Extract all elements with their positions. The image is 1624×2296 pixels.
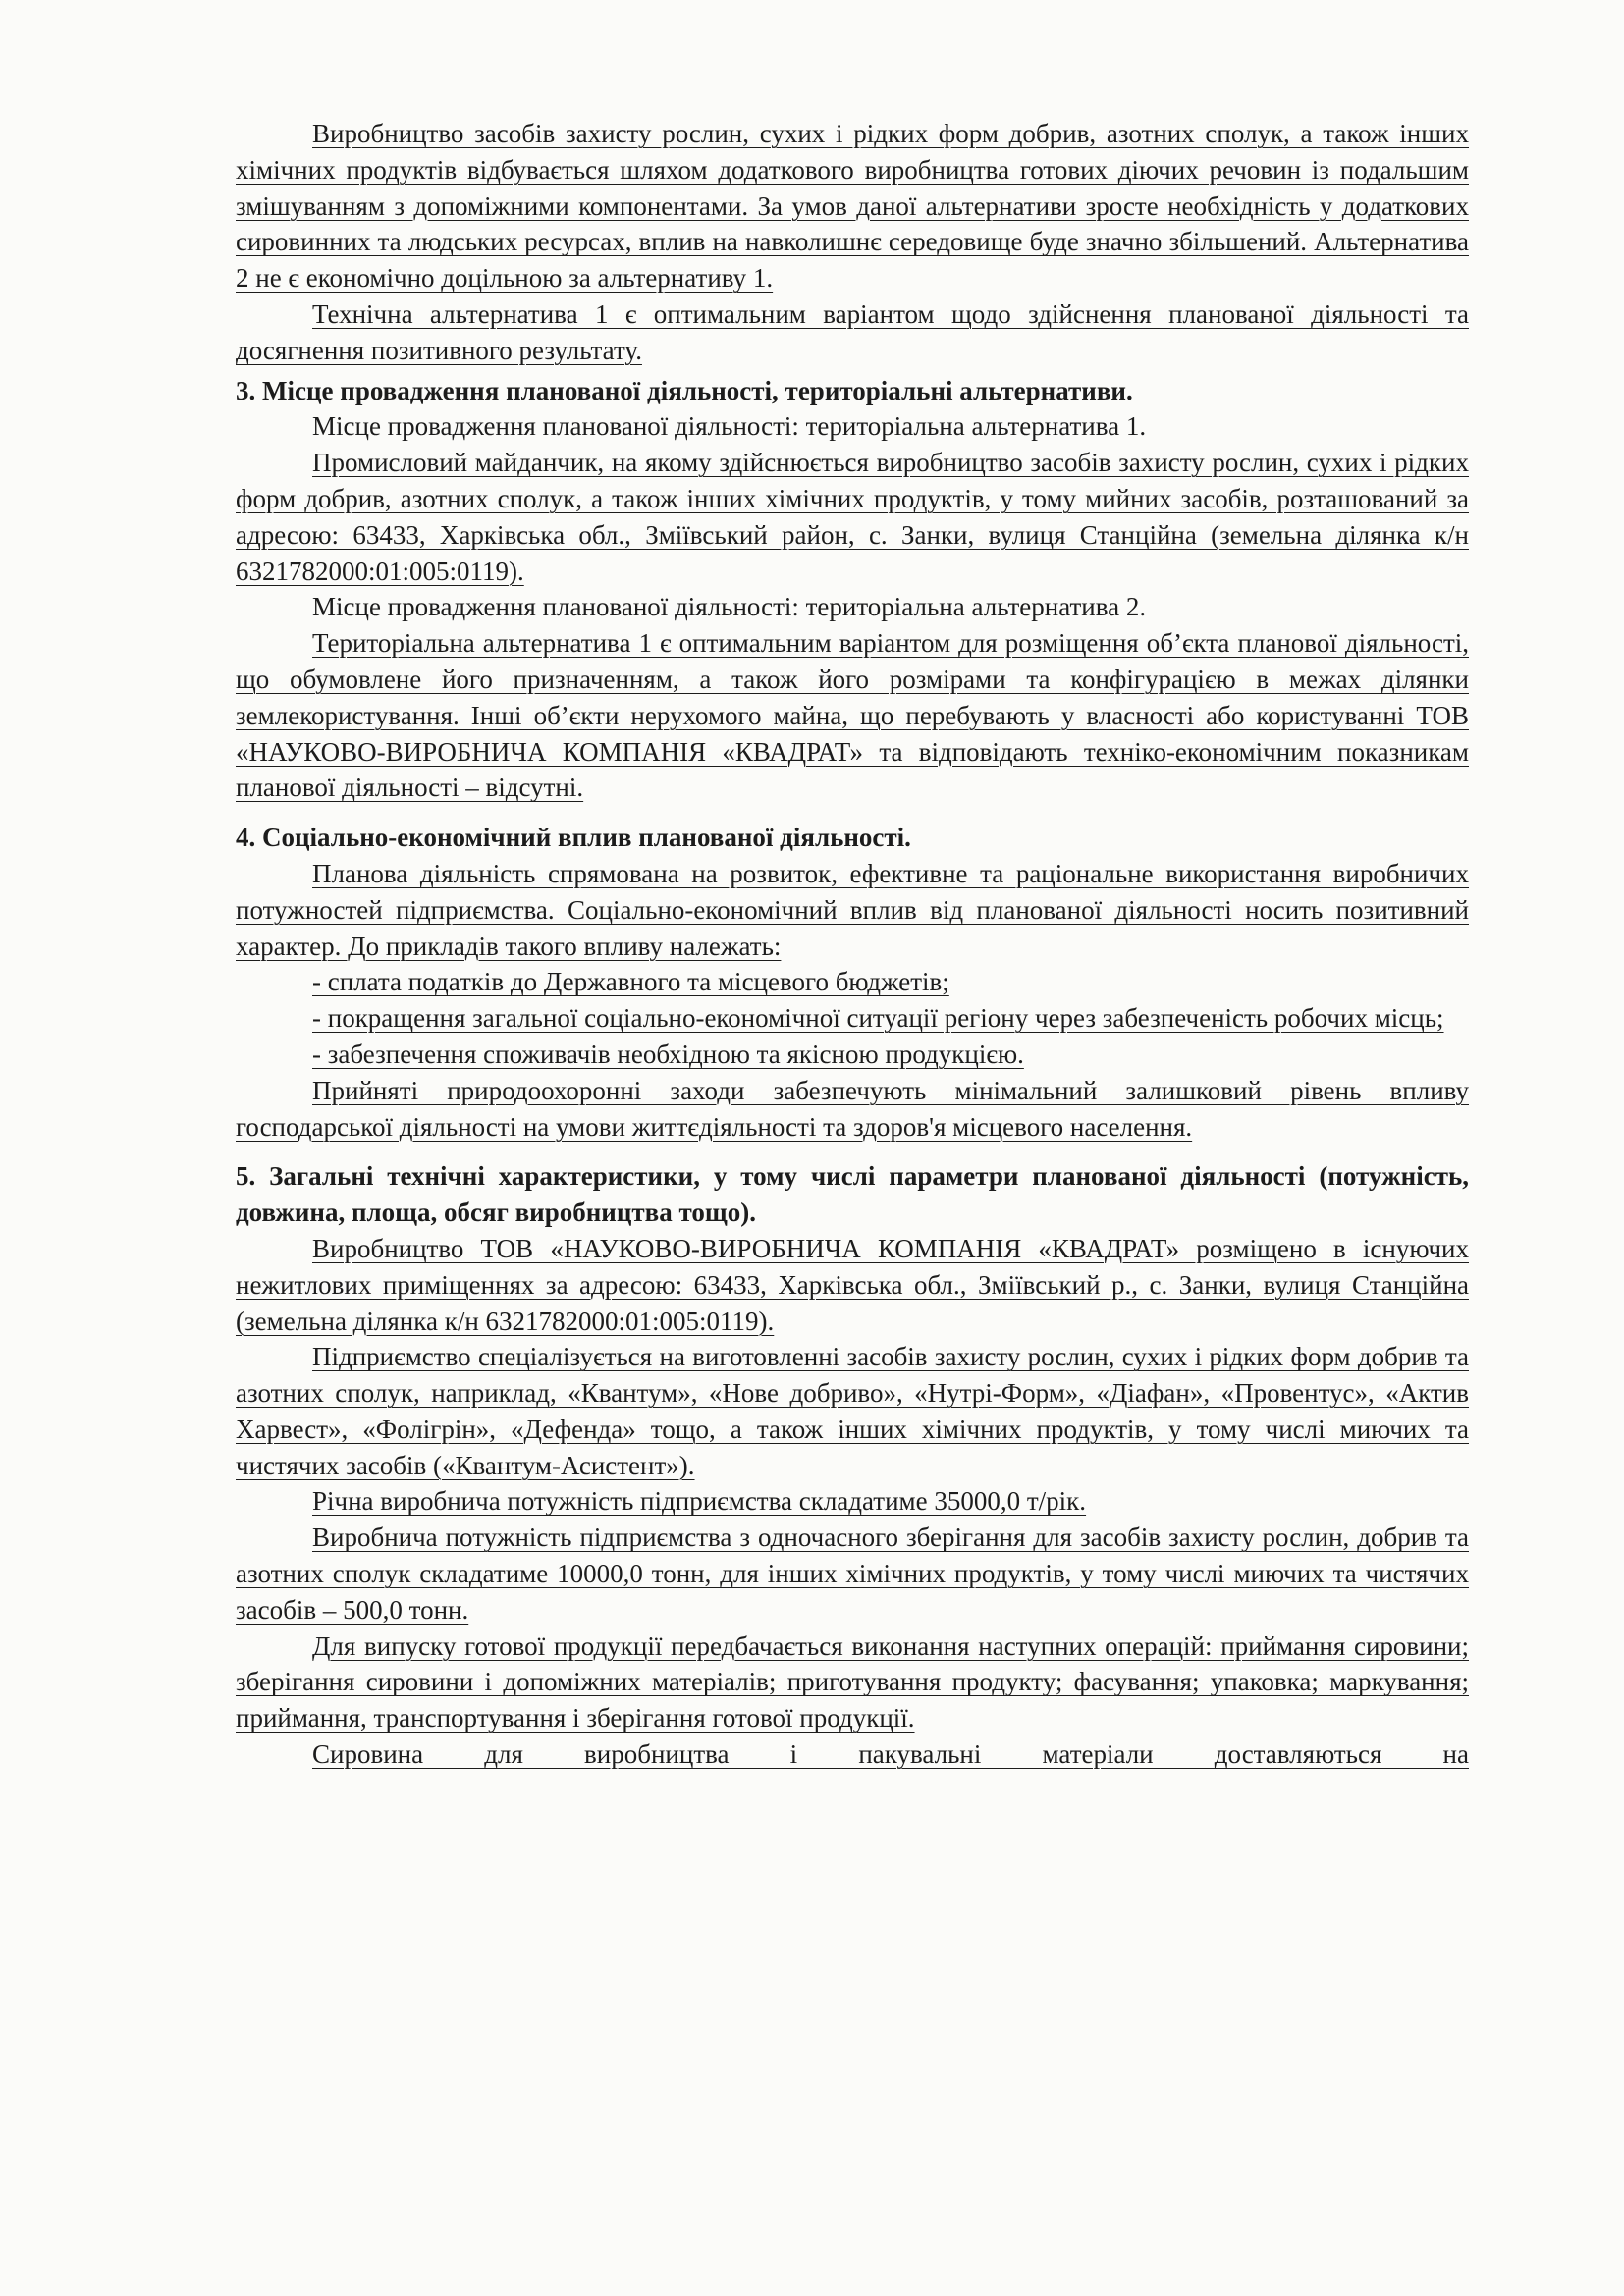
- paragraph: Промисловий майданчик, на якому здійснюється виробництво засобів захисту рослин, сухих і рідких форм добрив, азотних сполук, а також інших хімічних продуктів, у тому мийних засобів, розташований за адресою: 63433, Харківська обл., Зміївський район, с. Занки, вулиця Станційна (земельна ділянка к/н 6321782000:01:005:0119).: [236, 448, 1469, 586]
- section-heading-5: 5. Загальні технічні характеристики, у тому числі параметри планованої діяльності (потужність, довжина, площа, обсяг виробництва тощо).: [236, 1161, 1469, 1228]
- paragraph: Виробництво засобів захисту рослин, сухих і рідких форм добрив, азотних сполук, а також інших хімічних продуктів відбувається шляхом додаткового виробництва готових діючих речовин із подальшим змішуванням з допоміжними компонентами. За умов даної альтернативи зросте необхідність у додаткових сировинних та людських ресурсах, вплив на навколишнє середовище буде значно збільшений. Альтернатива 2 не є економічно доцільною за альтернативу 1.: [236, 119, 1469, 294]
- paragraph: Підприємство спеціалізується на виготовленні засобів захисту рослин, сухих і рідких форм добрив та азотних сполук, наприклад, «Квантум», «Нове добриво», «Нутрі-Форм», «Діафан», «Провентус», «Актив Харвест», «Фолігрін», «Дефенда» тощо, а також інших хімічних продуктів, у тому числі миючих та чистячих засобів («Квантум-Асистент»).: [236, 1342, 1469, 1480]
- paragraph: Місце провадження планованої діяльності: територіальна альтернатива 1.: [312, 411, 1147, 442]
- paragraph: Технічна альтернатива 1 є оптимальним варіантом щодо здійснення планованої діяльності та досягнення позитивного результату.: [236, 298, 1469, 365]
- list-item: - сплата податків до Державного та місцевого бюджетів;: [312, 967, 949, 997]
- paragraph-continued: Сировина для виробництва і пакувальні матеріали доставляються на: [312, 1739, 1469, 1770]
- paragraph: Річна виробнича потужність підприємства складатиме 35000,0 т/рік.: [312, 1486, 1087, 1517]
- paragraph: Місце провадження планованої діяльності: територіальна альтернатива 2.: [312, 592, 1147, 622]
- paragraph: Прийняті природоохоронні заходи забезпечують мінімальний залишковий рівень впливу господарської діяльності на умови життєдіяльності та здоров'я місцевого населення.: [236, 1075, 1469, 1142]
- list-item: - покращення загальної соціально-економічної ситуації регіону через забезпеченість робочих місць;: [312, 1003, 1444, 1034]
- list-item: - забезпечення споживачів необхідною та якісною продукцією.: [312, 1039, 1024, 1069]
- section-heading-4: 4. Соціально-економічний вплив планованої діяльності.: [236, 823, 911, 853]
- paragraph: Територіальна альтернатива 1 є оптимальним варіантом для розміщення об’єкта планової діяльності, що обумовлене його призначенням, а також його розмірами та конфігурацією в межах ділянки землекористування. Інші об’єкти нерухомого майна, що перебувають у власності або користуванні ТОВ «НАУКОВО-ВИРОБНИЧА КОМПАНІЯ «КВАДРАТ» та відповідають техніко-економічним показникам планової діяльності – відсутні.: [236, 628, 1469, 803]
- paragraph: Для випуску готової продукції передбачається виконання наступних операцій: приймання сировини; зберігання сировини і допоміжних матеріалів; приготування продукту; фасування; упаковка; маркування; приймання, транспортування і зберігання готової продукції.: [236, 1630, 1469, 1734]
- document-page: [236, 116, 1469, 1773]
- paragraph: Планова діяльність спрямована на розвиток, ефективне та раціональне використання виробничих потужностей підприємства. Соціально-економічний вплив від планованої діяльності носить позитивний характер. До прикладів такого впливу належать:: [236, 858, 1469, 961]
- section-heading-3: 3. Місце провадження планованої діяльності, територіальні альтернативи.: [236, 375, 1133, 405]
- paragraph: Виробнича потужність підприємства з одночасного зберігання для засобів захисту рослин, добрив та азотних сполук складатиме 10000,0 тонн, для інших хімічних продуктів, у тому числі миючих та чистячих засобів – 500,0 тонн.: [236, 1522, 1469, 1625]
- paragraph: Виробництво ТОВ «НАУКОВО-ВИРОБНИЧА КОМПАНІЯ «КВАДРАТ» розміщено в існуючих нежитлових приміщеннях за адресою: 63433, Харківська обл., Зміївський р., с. Занки, вулиця Станційна (земельна ділянка к/н 6321782000:01:005:0119).: [236, 1233, 1469, 1336]
